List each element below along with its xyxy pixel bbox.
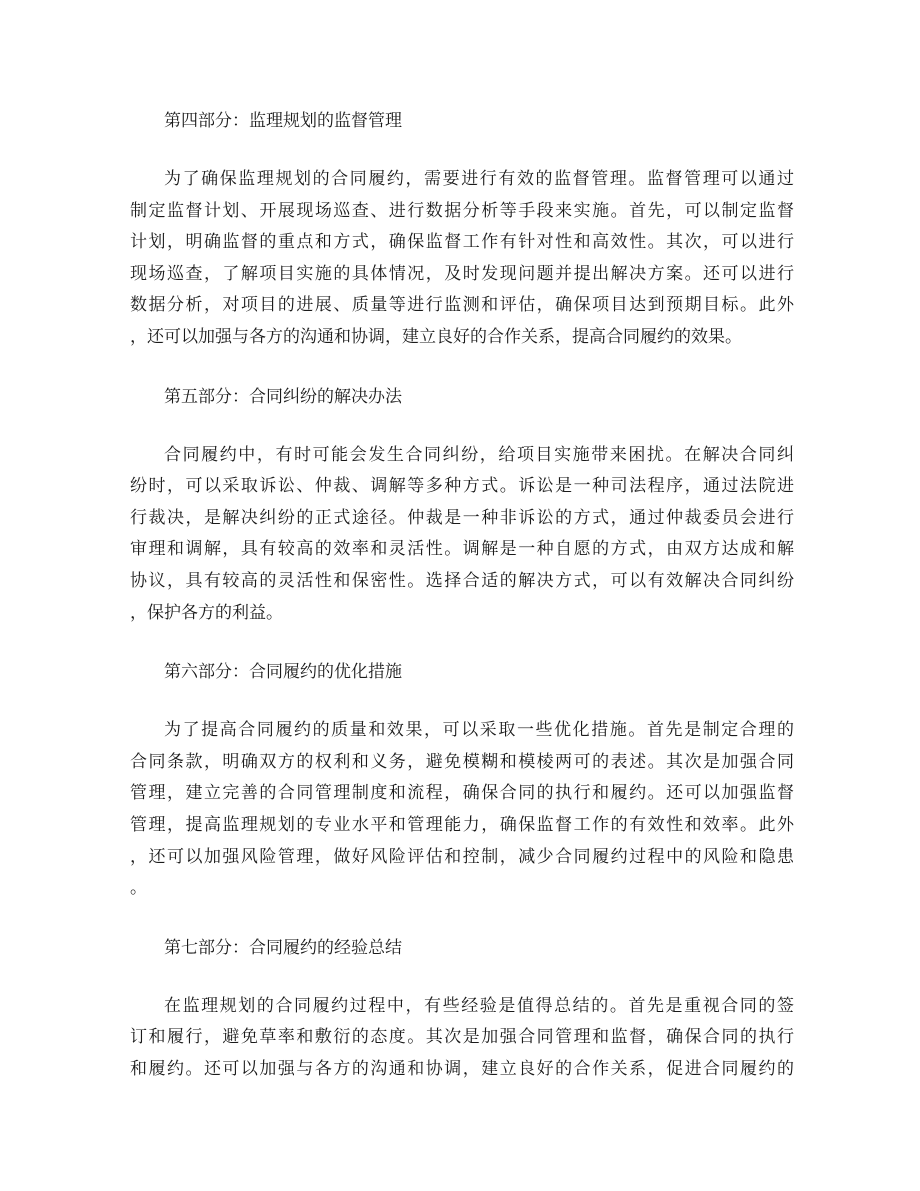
paragraph-line: 协议，具有较高的灵活性和保密性。选择合适的解决方式，可以有效解决合同纠纷 <box>130 570 794 591</box>
paragraph-line: 合同条款，明确双方的权利和义务，避免模糊和模棱两可的表述。其次是加强合同 <box>130 751 794 772</box>
paragraph-line: ，还可以加强与各方的沟通和协调，建立良好的合作关系，提高合同履约的效果。 <box>130 326 742 347</box>
section-7 <box>130 929 794 1086</box>
section-paragraph <box>130 991 794 1086</box>
paragraph-line: 数据分析，对项目的进展、质量等进行监测和评估，确保项目达到预期目标。此外 <box>130 295 794 316</box>
paragraph-line: 制定监督计划、开展现场巡查、进行数据分析等手段来实施。首先，可以制定监督 <box>130 200 794 221</box>
section-paragraph <box>130 715 794 905</box>
paragraph-line: 审理和调解，具有较高的效率和灵活性。调解是一种自愿的方式，由双方达成和解 <box>130 539 794 560</box>
paragraph-line: 管理，建立完善的合同管理制度和流程，确保合同的执行和履约。还可以加强监督 <box>130 783 794 804</box>
section-5 <box>130 378 794 630</box>
paragraph-line: 行裁决，是解决纠纷的正式途径。仲裁是一种非诉讼的方式，通过仲裁委员会进行 <box>130 507 794 528</box>
section-heading: 第六部分：合同履约的优化措施 <box>164 662 402 683</box>
document-page <box>130 102 794 1109</box>
paragraph-line: 合同履约中，有时可能会发生合同纠纷，给项目实施带来困扰。在解决合同纠 <box>164 444 794 465</box>
section-paragraph <box>130 440 794 630</box>
paragraph-line: 纷时，可以采取诉讼、仲裁、调解等多种方式。诉讼是一种司法程序，通过法院进 <box>130 476 794 497</box>
paragraph-line: 计划，明确监督的重点和方式，确保监督工作有针对性和高效性。其次，可以进行 <box>130 232 794 253</box>
section-paragraph <box>130 164 794 354</box>
section-heading: 第七部分：合同履约的经验总结 <box>164 937 402 958</box>
paragraph-line: 为了提高合同履约的质量和效果，可以采取一些优化措施。首先是制定合理的 <box>164 720 794 741</box>
paragraph-line: 现场巡查，了解项目实施的具体情况，及时发现问题并提出解决方案。还可以进行 <box>130 263 794 284</box>
paragraph-line: 为了确保监理规划的合同履约，需要进行有效的监督管理。监督管理可以通过 <box>164 169 794 189</box>
section-4 <box>130 102 794 354</box>
section-6 <box>130 653 794 905</box>
section-heading: 第五部分：合同纠纷的解决办法 <box>164 386 402 407</box>
paragraph-line: 。 <box>130 878 147 899</box>
paragraph-line: 管理，提高监理规划的专业水平和管理能力，确保监督工作的有效性和效率。此外 <box>130 814 794 835</box>
paragraph-line: 和履约。还可以加强与各方的沟通和协调，建立良好的合作关系，促进合同履约的 <box>130 1058 794 1079</box>
paragraph-line: 订和履行，避免草率和敷衍的态度。其次是加强合同管理和监督，确保合同的执行 <box>130 1027 794 1048</box>
paragraph-line: 在监理规划的合同履约过程中，有些经验是值得总结的。首先是重视合同的签 <box>164 995 794 1016</box>
section-heading: 第四部分：监理规划的监督管理 <box>164 111 402 131</box>
paragraph-line: ，保护各方的利益。 <box>130 602 283 623</box>
paragraph-line: ，还可以加强风险管理，做好风险评估和控制，减少合同履约过程中的风险和隐患 <box>130 846 794 867</box>
